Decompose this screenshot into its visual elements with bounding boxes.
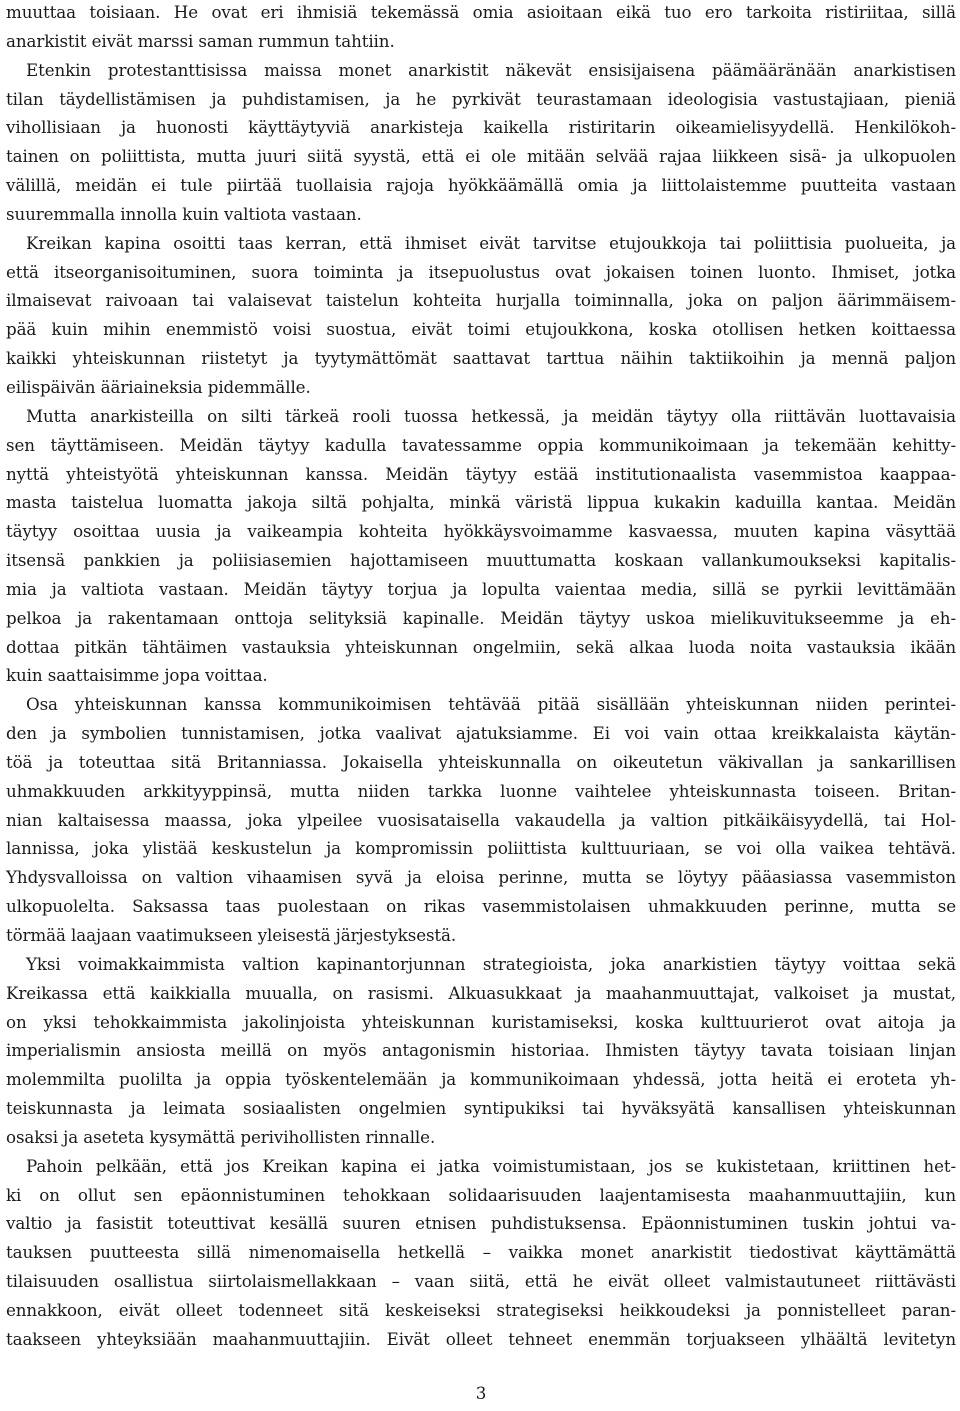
- text-line: tilan täydellistämisen ja puhdistamisen, ja he pyrkivät teurastamaan ideologisia vastustajiaan, pieniä: [6, 88, 956, 109]
- text-line: mia ja valtiota vastaan. Meidän täytyy torjua ja lopulta vaientaa media, sillä se pyrkii levittämään: [6, 578, 956, 599]
- document-page: [6, 0, 956, 1411]
- text-line: uhmakkuuden arkkityyppinsä, mutta niiden tarkka luonne vaihtelee yhteiskunnasta toiseen. Britan-: [6, 780, 956, 801]
- text-line: taakseen yhteyksiään maahanmuuttajiin. Eivät olleet tehneet enemmän torjuakseen ylhäältä levitetyn: [6, 1328, 956, 1349]
- text-line: Kreikassa että kaikkialla muualla, on rasismi. Alkuasukkaat ja maahanmuuttajat, valkoiset ja mustat,: [6, 982, 956, 1003]
- page-number: 3: [475, 1383, 487, 1403]
- text-line: että itseorganisoituminen, suora toiminta ja itsepuolustus ovat jokaisen toinen luonto. Ihmiset, jotka: [6, 261, 956, 282]
- body-text: [6, 0, 956, 1354]
- text-line: dottaa pitkän tähtäimen vastauksia yhteiskunnan ongelmiin, sekä alkaa luoda noita vastauksia ikään: [6, 636, 956, 657]
- text-line: tainen on poliittista, mutta juuri siitä syystä, että ei ole mitään selvää rajaa liikkeen sisä- ja ulkopuolen: [6, 146, 956, 167]
- text-line: kuin saattaisimme jopa voittaa.: [6, 665, 268, 686]
- text-line: Mutta anarkisteilla on silti tärkeä rooli tuossa hetkessä, ja meidän täytyy olla riittävän luottavaisia: [26, 405, 956, 426]
- text-line: nyttä yhteistyötä yhteiskunnan kanssa. Meidän täytyy estää institutionaalista vasemmistoa kaappaa-: [6, 463, 956, 484]
- text-line: törmää laajaan vaatimukseen yleisestä järjestyksestä.: [6, 925, 457, 945]
- text-line: vihollisiaan ja huonosti käyttäytyviä anarkisteja kaikella ristiritarin oikeamielisyydellä. Henkilökoh-: [6, 117, 956, 138]
- text-line: pelkoa ja rakentamaan onttoja selityksiä kapinalle. Meidän täytyy uskoa mielikuvitukseemme ja eh-: [6, 607, 956, 628]
- text-line: ulkopuolelta. Saksassa taas puolestaan on rikas vasemmistolaisen uhmakkuuden perinne, mutta se: [6, 896, 956, 917]
- text-line: molemmilta puolilta ja oppia työskentelemään ja kommunikoimaan yhdessä, jotta heitä ei eroteta yh-: [6, 1069, 956, 1090]
- text-line: eilispäivän ääriaineksia pidemmälle.: [6, 376, 311, 397]
- text-line: töä ja toteuttaa sitä Britanniassa. Jokaisella yhteiskunnalla on oikeutetun väkivallan ja sankarillisen: [6, 751, 956, 772]
- text-line: imperialismin ansiosta meillä on myös antagonismin historiaa. Ihmisten täytyy tavata toisiaan linjan: [6, 1040, 956, 1061]
- text-line: sen täyttämiseen. Meidän täytyy kadulla tavatessamme oppia kommunikoimaan ja tekemään kehitty-: [6, 434, 956, 455]
- text-line: lannissa, joka ylistää keskustelun ja kompromissin poliittista kulttuuriaan, se voi olla vaikea tehtävä.: [6, 838, 956, 859]
- text-line: ki on ollut sen epäonnistuminen tehokkaan solidaarisuuden laajentamisesta maahanmuuttajiin, kun: [6, 1184, 956, 1205]
- text-line: ennakkoon, eivät olleet todenneet sitä keskeiseksi strategiseksi heikkoudeksi ja ponnistelleet paran-: [6, 1299, 956, 1320]
- text-line: Kreikan kapina osoitti taas kerran, että ihmiset eivät tarvitse etujoukkoja tai poliittisia puolueita, ja: [26, 232, 956, 253]
- text-line: pää kuin mihin enemmistö voisi suostua, eivät toimi etujoukkona, koska otollisen hetken koittaessa: [6, 319, 956, 340]
- text-line: Etenkin protestanttisissa maissa monet anarkistit näkevät ensisijaisena päämääränään anarkistisen: [26, 59, 956, 80]
- text-line: nian kaltaisessa maassa, joka ylpeilee vuosisataisella vakaudella ja valtion pitkäikäisyydellä, tai Hol-: [6, 809, 956, 830]
- text-line: tauksen puutteesta sillä nimenomaisella hetkellä – vaikka monet anarkistit tiedostivat käyttämättä: [6, 1242, 956, 1263]
- text-line: masta taistelua luomatta jakoja siltä pohjalta, minkä väristä lippua kukakin kaduilla kantaa. Meidän: [6, 492, 956, 513]
- text-line: muuttaa toisiaan. He ovat eri ihmisiä tekemässä omia asioitaan eikä tuo ero tarkoita ristiriitaa, sillä: [6, 2, 956, 22]
- text-line: välillä, meidän ei tule piirtää tuollaisia rajoja hyökkäämällä omia ja liittolaistemme puutteita vastaan: [6, 175, 956, 196]
- text-line: den ja symbolien tunnistamisen, jotka vaalivat ajatuksiamme. Ei voi vain ottaa kreikkalaista käytän-: [6, 723, 956, 744]
- text-line: kaikki yhteiskunnan riistetyt ja tyytymättömät saattavat tarttua näihin taktiikoihin ja mennä paljon: [6, 348, 956, 369]
- text-line: anarkistit eivät marssi saman rummun tahtiin.: [6, 30, 395, 51]
- text-line: on yksi tehokkaimmista jakolinjoista yhteiskunnan kuristamiseksi, koska kulttuurierot ovat aitoja ja: [6, 1011, 956, 1032]
- text-line: täytyy osoittaa uusia ja vaikeampia kohteita hyökkäysvoimamme kasvaessa, muuten kapina väsyttää: [6, 521, 956, 542]
- text-line: Yksi voimakkaimmista valtion kapinantorjunnan strategioista, joka anarkistien täytyy voittaa sekä: [26, 953, 956, 974]
- text-line: osaksi ja aseteta kysymättä perivihollisten rinnalle.: [6, 1126, 436, 1147]
- text-line: itsensä pankkien ja poliisiasemien hajottamiseen muuttumatta koskaan vallankumoukseksi kapitalis-: [6, 550, 956, 571]
- text-line: suuremmalla innolla kuin valtiota vastaan.: [6, 203, 362, 224]
- text-line: Yhdysvalloissa on valtion vihaamisen syvä ja eloisa perinne, mutta se löytyy pääasiassa vasemmiston: [6, 867, 956, 888]
- text-line: tilaisuuden osallistua siirtolaismellakkaan – vaan siitä, että he eivät olleet valmistautuneet riittävästi: [6, 1271, 956, 1292]
- text-line: teiskunnasta ja leimata sosiaalisten ongelmien syntipukiksi tai hyväksyätä kansallisen yhteiskunnan: [6, 1098, 956, 1119]
- text-line: valtio ja fasistit toteuttivat kesällä suuren etnisen puhdistuksensa. Epäonnistuminen tuskin johtui va-: [6, 1213, 956, 1234]
- text-line: Osa yhteiskunnan kanssa kommunikoimisen tehtävää pitää sisällään yhteiskunnan niiden perintei-: [26, 694, 956, 715]
- text-line: ilmaisevat raivoaan tai valaisevat taistelun kohteita hurjalla toiminnalla, joka on paljon äärimmäisem-: [6, 290, 956, 311]
- text-line: Pahoin pelkään, että jos Kreikan kapina ei jatka voimistumistaan, jos se kukistetaan, kriittinen het-: [26, 1155, 956, 1176]
